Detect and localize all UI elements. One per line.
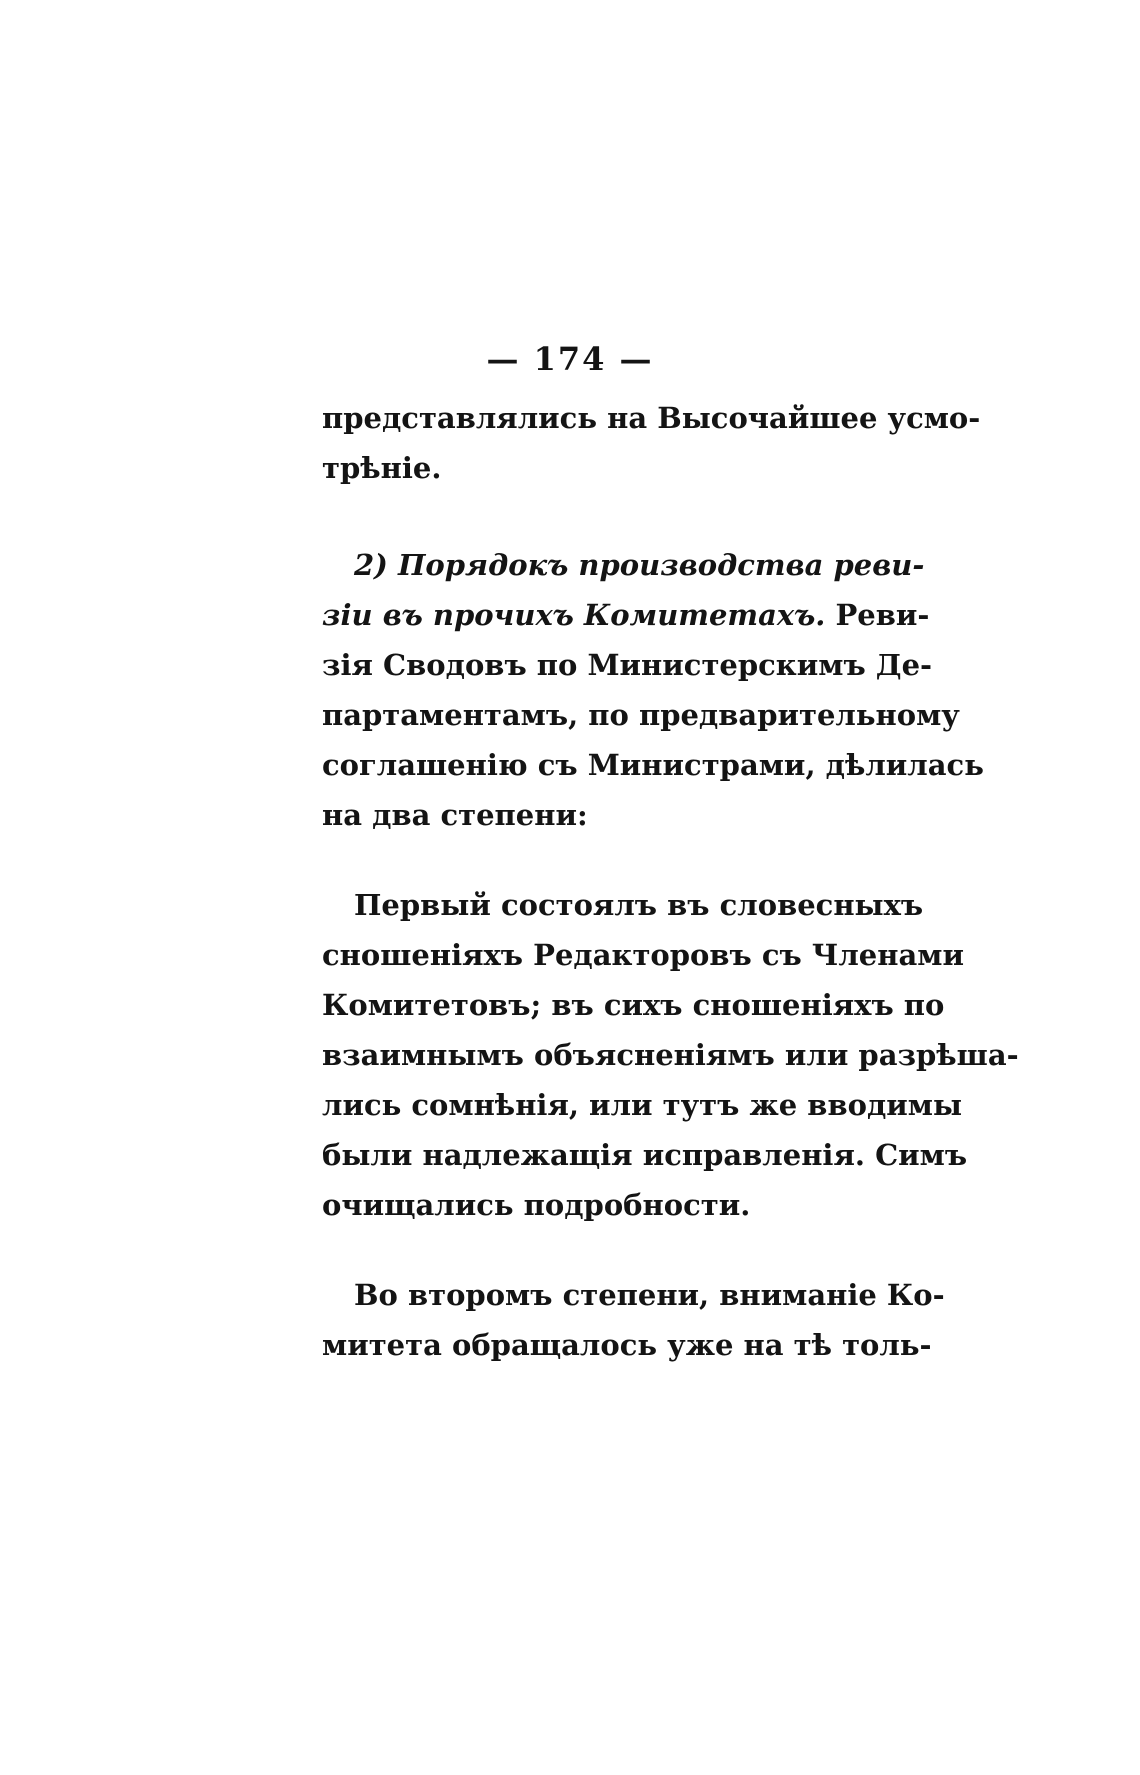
section-heading-part: 2) Порядокъ производства реви- bbox=[354, 548, 925, 582]
text-line: на два степени: bbox=[322, 798, 588, 832]
text-line-italic bbox=[322, 540, 925, 590]
text-line: представлялись на Высочайшее усмо- bbox=[322, 401, 981, 435]
text-line: Во второмъ степени, вниманіе Ко- bbox=[354, 1278, 945, 1312]
text-line: зія Сводовъ по Министерскимъ Де- bbox=[322, 648, 933, 682]
text-line: митета обращалось уже на тѣ толь- bbox=[322, 1328, 932, 1362]
text-line: трѣніе. bbox=[322, 451, 442, 485]
text-line: очищались подробности. bbox=[322, 1188, 751, 1222]
text-line: Первый состоялъ въ словесныхъ bbox=[354, 888, 924, 922]
text-line: были надлежащія исправленія. Симъ bbox=[322, 1138, 968, 1172]
text-line: сношеніяхъ Редакторовъ съ Членами bbox=[322, 938, 964, 972]
text-line: взаимнымъ объясненіямъ или разрѣша- bbox=[322, 1038, 1019, 1072]
paragraph-continuation bbox=[322, 393, 981, 493]
text-line-mixed bbox=[322, 590, 930, 640]
paragraph-second-stage bbox=[322, 1270, 945, 1370]
paragraph-revision-order bbox=[322, 540, 984, 840]
page-number-header: — 174 — bbox=[486, 340, 654, 378]
text-line: лись сомнѣнія, или тутъ же вводимы bbox=[322, 1088, 963, 1122]
text-line: соглашенію съ Министрами, дѣлилась bbox=[322, 748, 984, 782]
text-fragment: Реви- bbox=[825, 598, 930, 632]
text-line: Комитетовъ; въ сихъ сношеніяхъ по bbox=[322, 988, 945, 1022]
section-heading-part: зіи въ прочихъ Комитетахъ. bbox=[322, 598, 826, 632]
paragraph-first-stage bbox=[322, 880, 1019, 1230]
text-line: партаментамъ, по предварительному bbox=[322, 698, 960, 732]
